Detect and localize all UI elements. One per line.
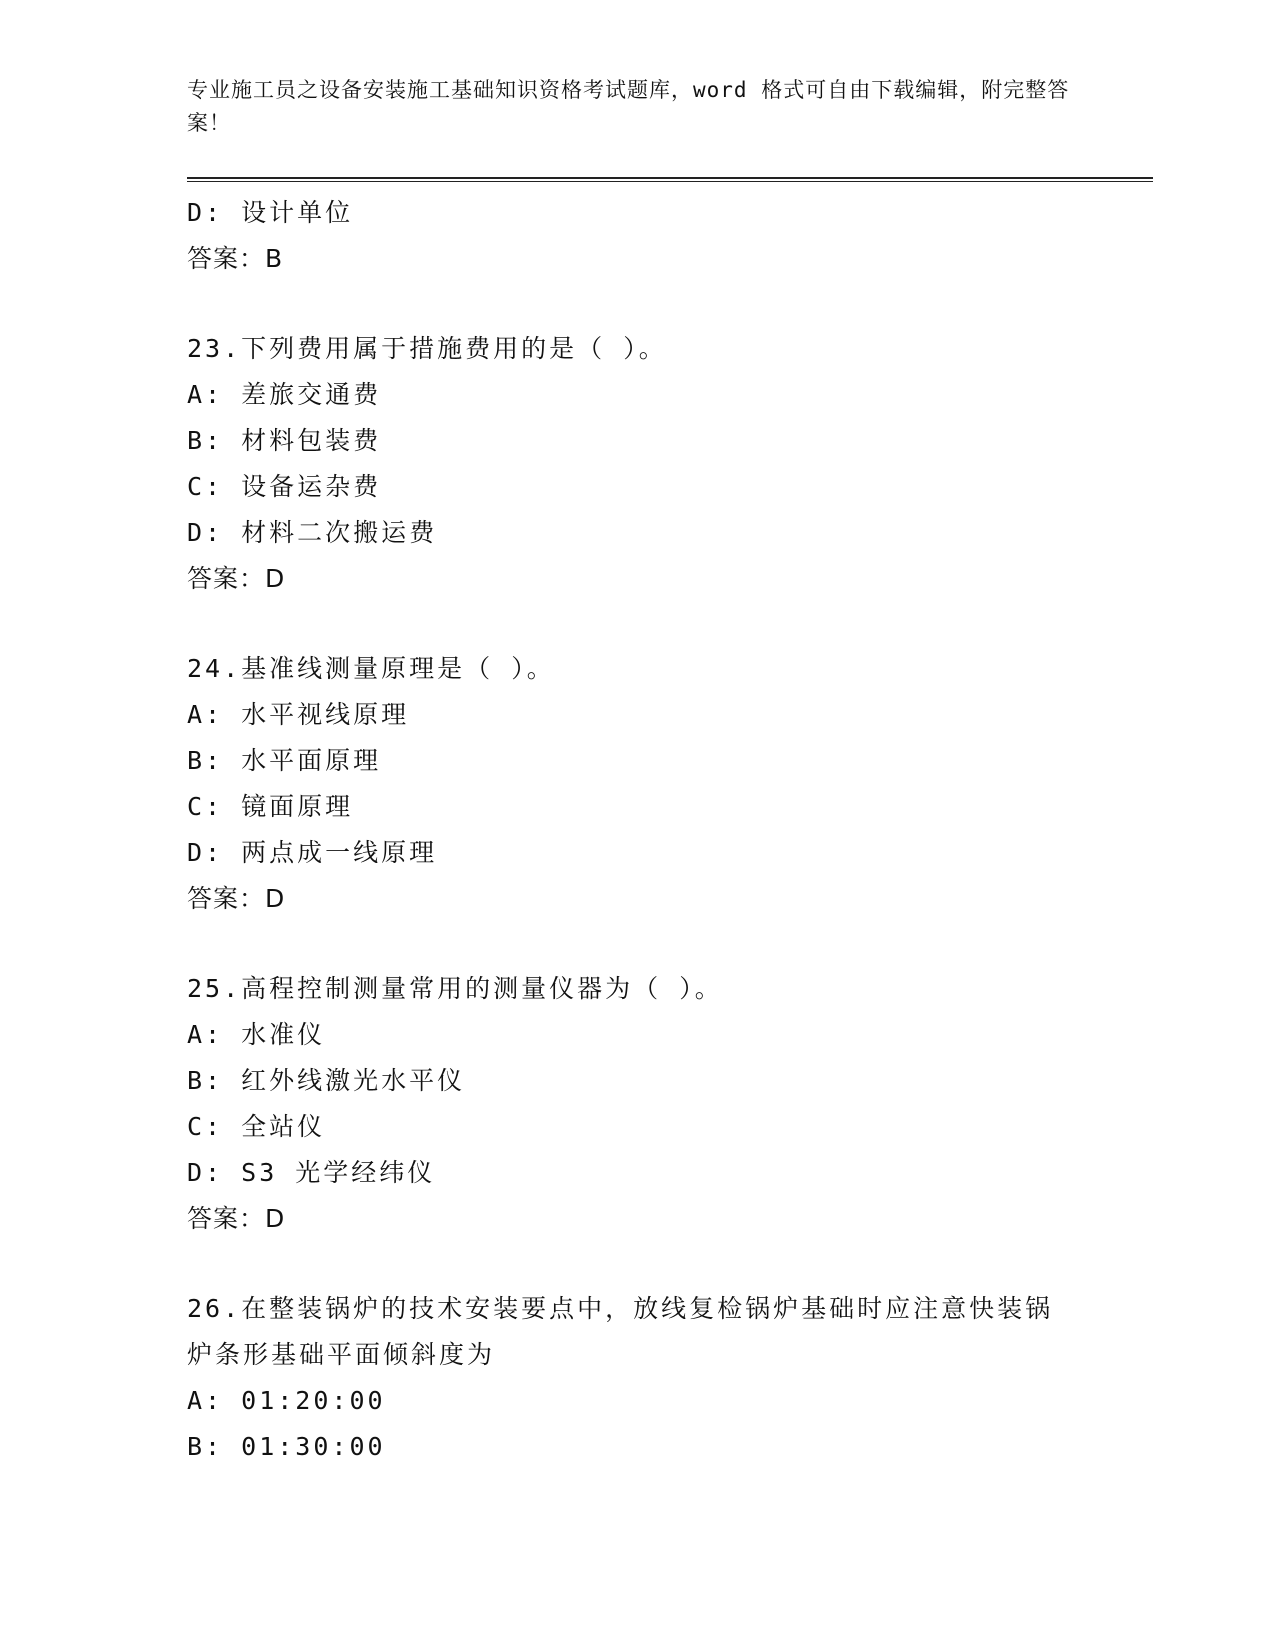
- answer: 答案：D: [187, 1204, 286, 1233]
- option-b: B: 红外线激光水平仪: [187, 1066, 466, 1095]
- answer: 答案：D: [187, 564, 286, 593]
- question-23: [187, 326, 1153, 602]
- option-b: B: 水平面原理: [187, 746, 382, 775]
- option-d: D: 设计单位: [187, 198, 354, 227]
- page-header: 专业施工员之设备安装施工基础知识资格考试题库，word 格式可自由下载编辑，附完整答案！: [187, 78, 1070, 135]
- option-c: C: 全站仪: [187, 1112, 326, 1141]
- option-b: B: 01:30:00: [187, 1432, 386, 1461]
- option-a: A: 水平视线原理: [187, 700, 410, 729]
- question-list: [187, 190, 1153, 1470]
- question-25: [187, 966, 1153, 1242]
- answer: 答案：B: [187, 244, 284, 273]
- option-d: D: 材料二次搬运费: [187, 518, 438, 547]
- question-26: [187, 1286, 1153, 1470]
- option-d: D: S3 光学经纬仪: [187, 1158, 436, 1187]
- option-c: C: 镜面原理: [187, 792, 354, 821]
- answer: 答案：D: [187, 884, 286, 913]
- option-a: A: 01:20:00: [187, 1386, 386, 1415]
- question-stem: 25.高程控制测量常用的测量仪器为（ ）。: [187, 974, 723, 1003]
- question-stem: 23.下列费用属于措施费用的是（ ）。: [187, 334, 667, 363]
- question-stem: 26.在整装锅炉的技术安装要点中，放线复检锅炉基础时应注意快装锅炉条形基础平面倾斜度为: [187, 1294, 1054, 1369]
- option-b: B: 材料包装费: [187, 426, 382, 455]
- question-22-tail: [187, 190, 1153, 282]
- option-d: D: 两点成一线原理: [187, 838, 438, 867]
- option-a: A: 差旅交通费: [187, 380, 382, 409]
- question-stem: 24.基准线测量原理是（ ）。: [187, 654, 555, 683]
- option-c: C: 设备运杂费: [187, 472, 382, 501]
- question-24: [187, 646, 1153, 922]
- header-divider: [187, 177, 1153, 182]
- option-a: A: 水准仪: [187, 1020, 326, 1049]
